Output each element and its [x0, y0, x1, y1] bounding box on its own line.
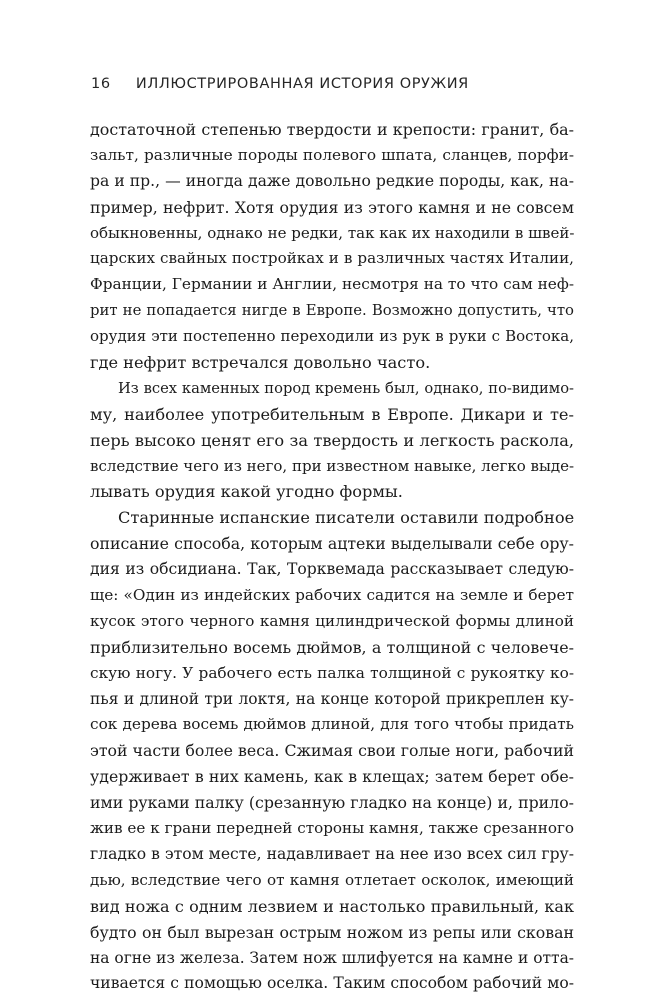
book-title: ИЛЛЮСТРИРОВАННАЯ ИСТОРИЯ ОРУЖИЯ [135, 76, 469, 92]
text-line: Франции, Германии и Англии, несмотря на то что сам неф- [90, 275, 574, 294]
text-line: дью, вследствие чего от камня отлетает осколок, имеющий [90, 870, 574, 889]
text-line: ра и пр., — иногда даже довольно редкие породы, как, на- [90, 171, 574, 190]
text-line: будто он был вырезан острым ножом из репы или скован [90, 922, 574, 942]
text-line: достаточной степенью твердости и крепости: гранит, ба- [90, 120, 574, 139]
text-line: рит не попадается нигде в Европе. Возможно допустить, что [90, 301, 574, 320]
running-head [91, 76, 571, 98]
text-line: сок дерева восемь дюймов длиной, для того чтобы придать [90, 715, 574, 734]
text-line: лывать орудия какой угодно формы. [90, 482, 403, 502]
text-line: царских свайных постройках и в различных частях Италии, [90, 249, 574, 268]
text-line: орудия эти постепенно переходили из рук в руки с Востока, [90, 327, 574, 346]
text-line: вследствие чего из него, при известном навыке, легко выде- [90, 456, 574, 475]
body-text [90, 117, 574, 997]
text-line: на огне из железа. Затем нож шлифуется на камне и отта- [90, 948, 574, 967]
text-line: дия из обсидиана. Так, Торквемада рассказывает следую- [90, 560, 574, 579]
text-line: му, наиболее употребительным в Европе. Дикари и те- [90, 404, 574, 424]
text-line: ще: «Один из индейских рабочих садится на земле и берет [90, 586, 574, 605]
text-line: гладко в этом месте, надавливает на нее изо всех сил гру- [90, 844, 574, 863]
text-line: Старинные испанские писатели оставили подробное [118, 508, 574, 528]
text-line: скую ногу. У рабочего есть палка толщиной с рукоятку ко- [90, 663, 574, 682]
text-line: обыкновенны, однако не редки, так как их находили в швей- [90, 223, 574, 242]
page-number: 16 [91, 76, 111, 92]
text-line: этой части более веса. Сжимая свои голые ноги, рабочий [90, 741, 574, 761]
text-line: удерживает в них камень, как в клещах; затем берет обе- [90, 767, 574, 787]
text-line: кусок этого черного камня цилиндрической формы длиной [90, 611, 574, 630]
paragraph [90, 376, 574, 505]
text-line: пья и длиной три локтя, на конце которой прикреплен ку- [90, 689, 574, 708]
text-line: приблизительно восемь дюймов, а толщиной с человече- [90, 637, 574, 657]
text-line: где нефрит встречался довольно часто. [90, 353, 431, 373]
text-line: Из всех каменных пород кремень был, однако, по-видимо- [118, 379, 574, 397]
text-line: перь высоко ценят его за твердость и легкость раскола, [90, 430, 574, 450]
paragraph [90, 117, 574, 376]
text-line: жив ее к грани передней стороны камня, также срезанного [90, 819, 574, 838]
text-line: пример, нефрит. Хотя орудия из этого камня и не совсем [90, 197, 574, 217]
text-line: вид ножа с одним лезвием и настолько правильный, как [90, 896, 574, 916]
text-line: ими руками палку (срезанную гладко на конце) и, прило- [90, 793, 574, 813]
text-line: чивается с помощью оселка. Таким способом рабочий мо- [90, 974, 574, 993]
text-line: зальт, различные породы полевого шпата, сланцев, порфи- [90, 145, 574, 164]
text-line: описание способа, которым ацтеки выделывали себе ору- [90, 534, 574, 554]
paragraph [90, 505, 574, 997]
